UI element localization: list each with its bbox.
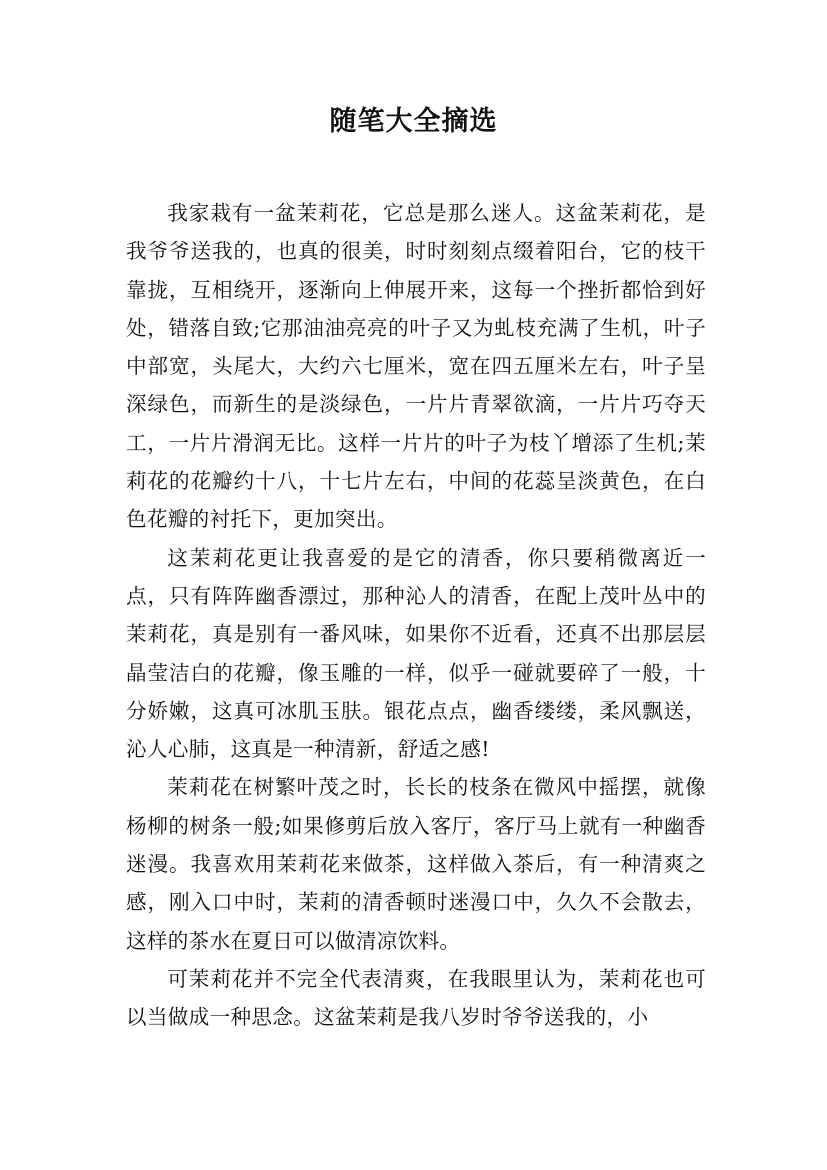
paragraph-1: 我家栽有一盆茉莉花，它总是那么迷人。这盆茉莉花，是我爷爷送我的，也真的很美，时时刻刻点缀着阳台，它的枝干靠拢，互相绕开，逐渐向上伸展开来，这每一个挫折都恰到好处，错落自致;它那油油亮亮的叶子又为虬枝充满了生机，叶子中部宽，头尾大，大约六七厘米，宽在四五厘米左右，叶子呈深绿色，而新生的是淡绿色，一片片青翠欲滴，一片片巧夺天工，一片片滑润无比。这样一片片的叶子为枝丫增添了生机;茉莉花的花瓣约十八，十七片左右，中间的花蕊呈淡黄色，在白色花瓣的衬托下，更加突出。: [126, 201, 706, 532]
paragraph-4: 可茉莉花并不完全代表清爽，在我眼里认为，茉莉花也可以当做成一种思念。这盆茉莉是我八岁时爷爷送我的，小: [126, 966, 706, 1030]
paragraph-2: 这茉莉花更让我喜爱的是它的清香，你只要稍微离近一点，只有阵阵幽香漂过，那种沁人的清香，在配上茂叶丛中的茉莉花，真是别有一番风味，如果你不近看，还真不出那层层晶莹洁白的花瓣，像玉雕的一样，似乎一碰就要碎了一般，十分娇嫩，这真可冰肌玉肤。银花点点，幽香缕缕，柔风飘送，沁人心肺，这真是一种清新，舒适之感!: [126, 545, 706, 762]
document-body: [126, 194, 706, 1037]
paragraph-3: 茉莉花在树繁叶茂之时，长长的枝条在微风中摇摆，就像杨柳的树条一般;如果修剪后放入客厅，客厅马上就有一种幽香迷漫。我喜欢用茉莉花来做茶，这样做入茶后，有一种清爽之感，刚入口中时，茉莉的清香顿时迷漫口中，久久不会散去，这样的茶水在夏日可以做清凉饮料。: [126, 775, 706, 953]
document-title: 随笔大全摘选: [329, 106, 498, 137]
